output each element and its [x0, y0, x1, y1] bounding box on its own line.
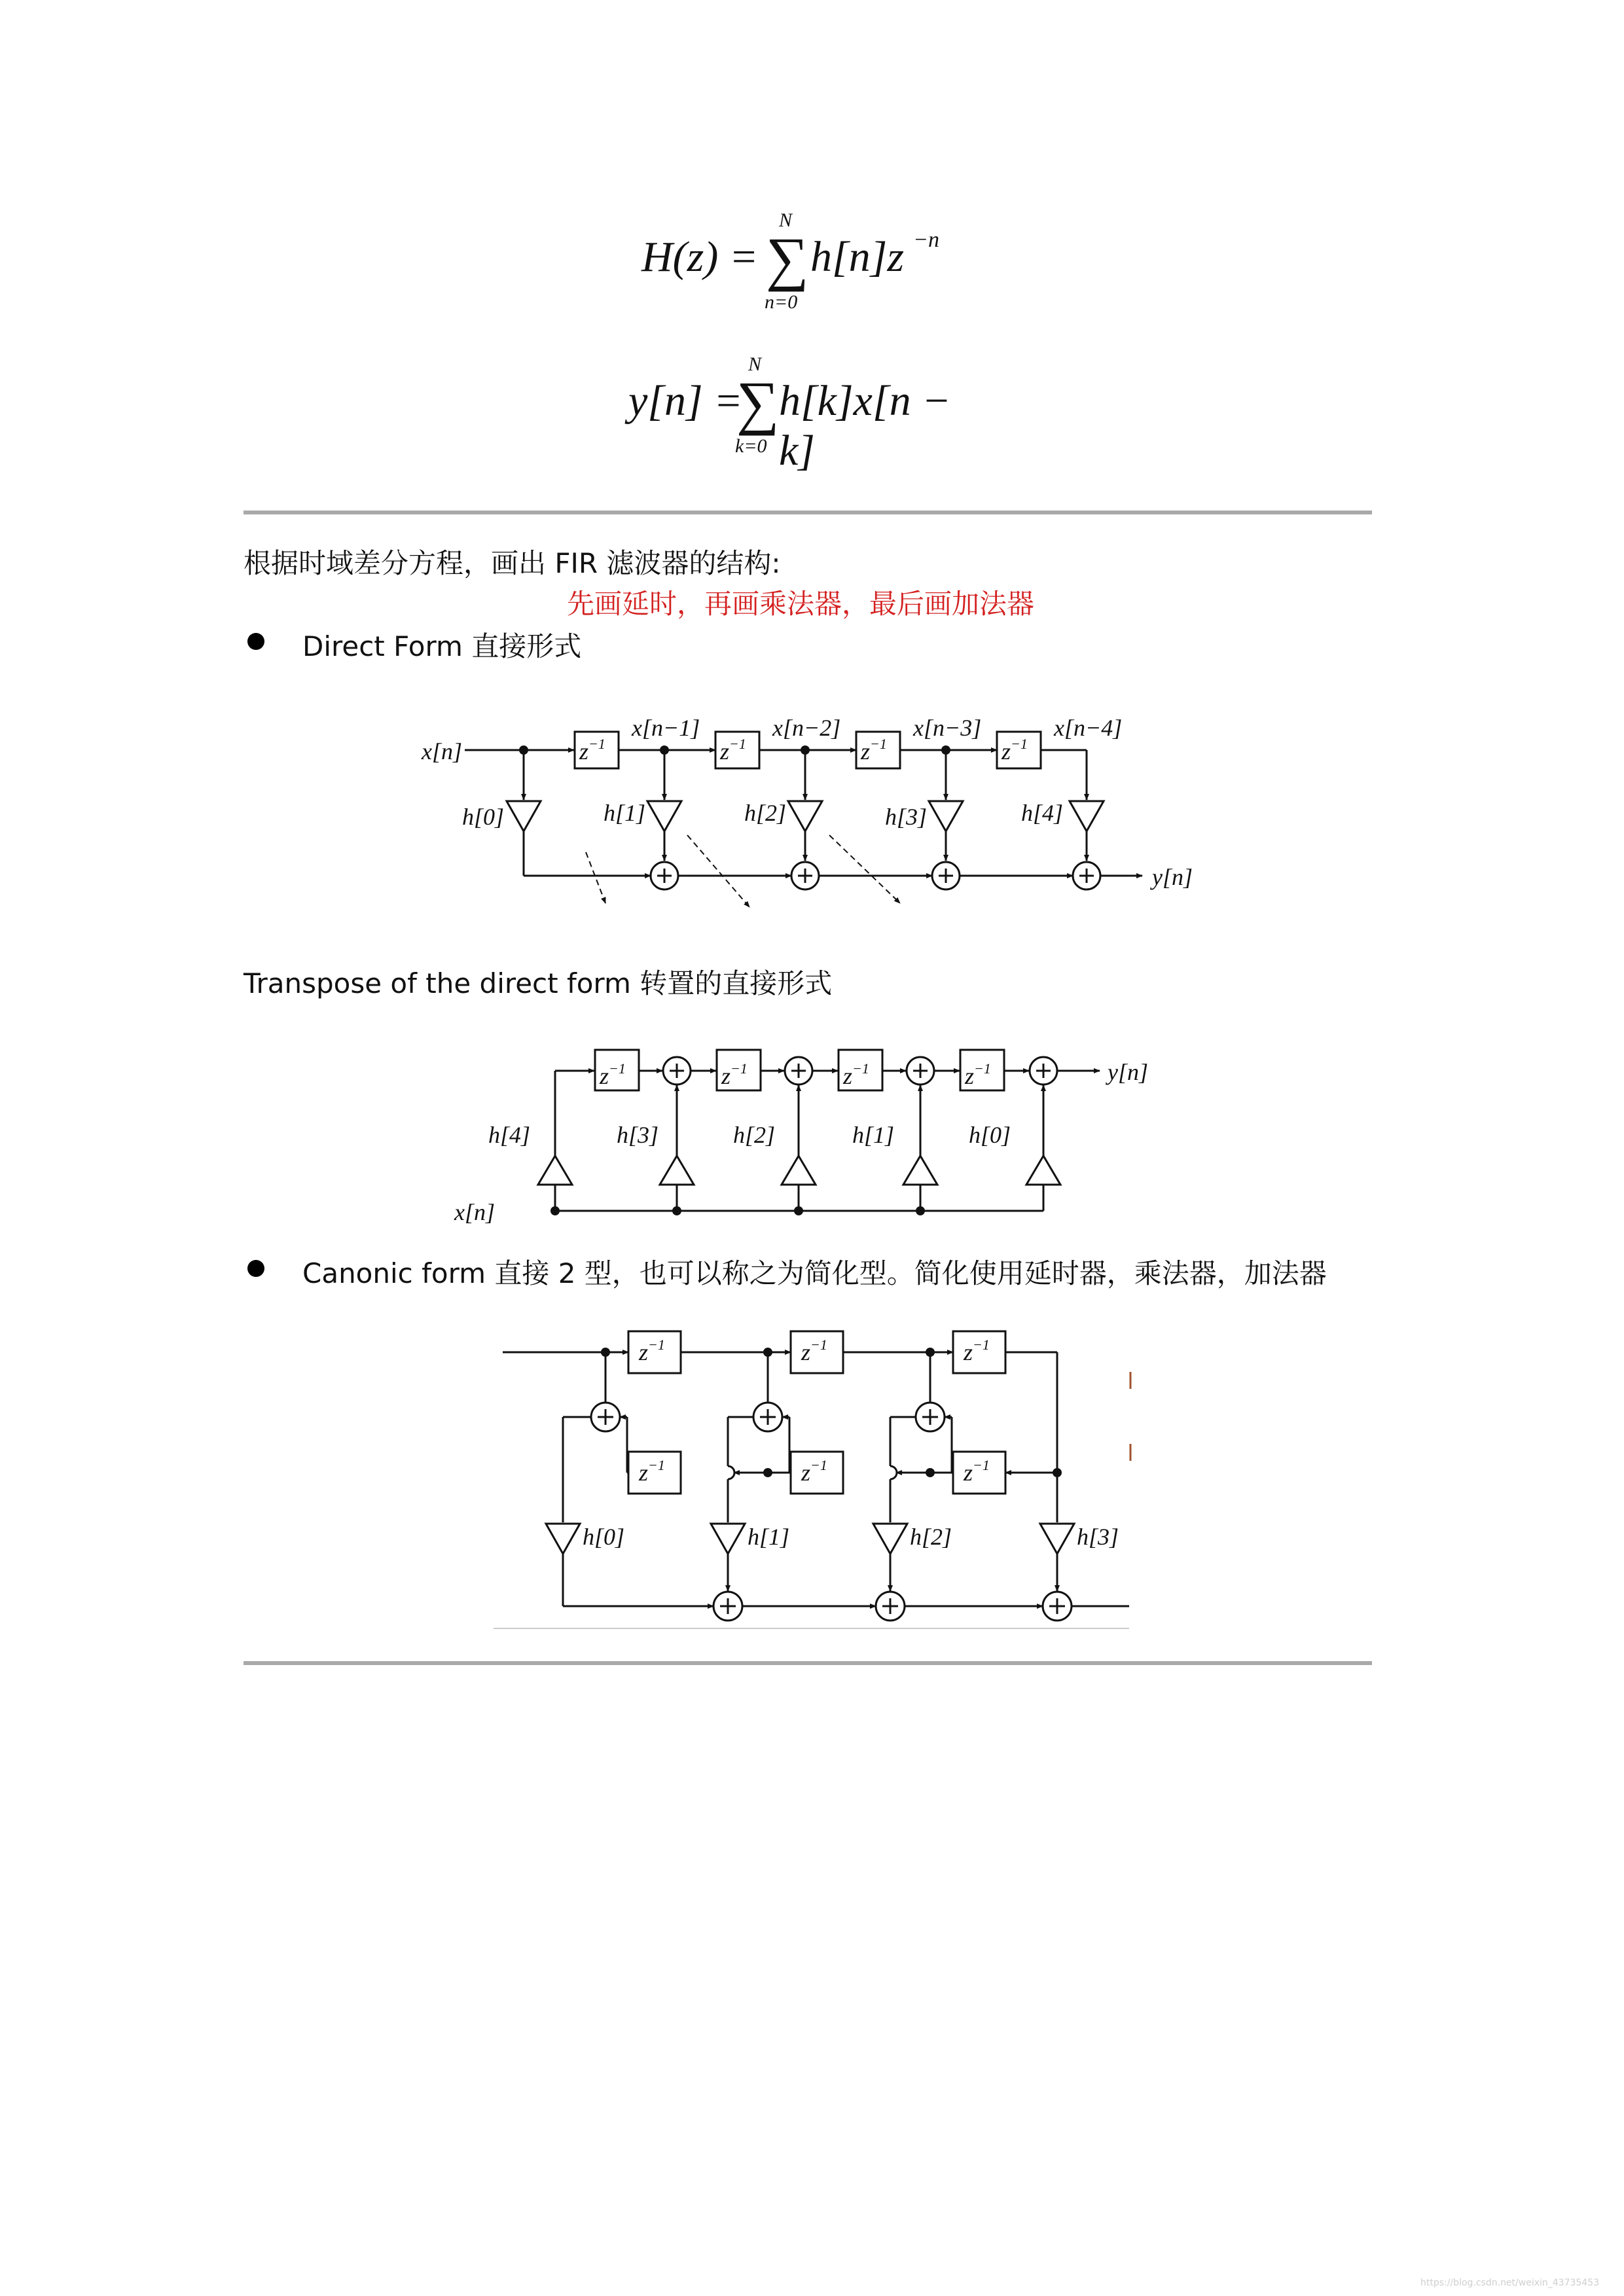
canonic-form-diagram [484, 1316, 1191, 1643]
eq1-upper: N [779, 209, 793, 231]
intro-text: 根据时域差分方程，画出 FIR 滤波器的结构: [244, 547, 781, 579]
eq2-body: h[k]x[n − k] [779, 377, 951, 475]
hint-text: 先画延时，再画乘法器，最后画加法器 [567, 588, 1035, 620]
d3-gain-2: h[2] [910, 1524, 952, 1550]
d2-delay-3: $z^{-1}$ [843, 1060, 869, 1089]
d1-gain-0: h[0] [462, 804, 505, 830]
d1-tap-2: x[n−2] [772, 715, 841, 741]
d1-tap-4: x[n−4] [1054, 715, 1123, 741]
d1-gain-2: h[2] [744, 800, 787, 826]
d1-delay-2: $z^{-1}$ [720, 736, 746, 764]
eq2-upper: N [748, 353, 762, 375]
eq1-body: h[n]z [810, 233, 905, 281]
d1-gain-4: h[4] [1021, 800, 1064, 826]
d1-tap-1: x[n−1] [632, 715, 700, 741]
section-direct-form: Direct Form 直接形式 [302, 630, 582, 662]
bullet-icon [247, 1260, 264, 1277]
d2-delay-4: $z^{-1}$ [965, 1060, 991, 1089]
watermark-text: https://blog.csdn.net/weixin_43735453 [1420, 2278, 1600, 2288]
d2-delay-2: $z^{-1}$ [721, 1060, 748, 1089]
d1-output-label: y[n] [1152, 864, 1193, 890]
d3-delay-2: $z^{-1}$ [801, 1336, 827, 1365]
eq2-lhs: y[n] = [628, 377, 743, 425]
d2-output-label: y[n] [1108, 1059, 1148, 1085]
eq2-lower: k=0 [735, 435, 767, 457]
d2-gain-4: h[4] [488, 1122, 531, 1148]
d1-delay-3: $z^{-1}$ [861, 736, 887, 764]
bullet-icon [247, 633, 264, 650]
section-transpose: Transpose of the direct form 转置的直接形式 [244, 967, 833, 999]
d2-delay-1: $z^{-1}$ [600, 1060, 626, 1089]
eq1-lhs: H(z) = [641, 233, 759, 281]
d3-gain-3: h[3] [1077, 1524, 1119, 1550]
d1-tap-3: x[n−3] [913, 715, 982, 741]
d2-input-label: x[n] [454, 1199, 495, 1225]
d1-delay-4: $z^{-1}$ [1001, 736, 1028, 764]
d2-gain-1: h[1] [852, 1122, 895, 1148]
d3-delay-1: $z^{-1}$ [639, 1336, 665, 1365]
eq1-sup: −n [913, 228, 939, 252]
transposed-form-diagram [452, 1034, 1165, 1230]
d3-delay-4: $z^{-1}$ [639, 1457, 665, 1486]
equation-transfer-function [641, 209, 943, 321]
d2-gain-2: h[2] [733, 1122, 776, 1148]
divider-bottom [244, 1661, 1372, 1665]
equation-difference [628, 353, 969, 475]
d3-delay-3: $z^{-1}$ [964, 1336, 990, 1365]
d1-input-label: x[n] [422, 738, 462, 764]
d1-delay-1: $z^{-1}$ [579, 736, 605, 764]
d3-gain-1: h[1] [748, 1524, 790, 1550]
d3-delay-6: $z^{-1}$ [964, 1457, 990, 1486]
d3-delay-5: $z^{-1}$ [801, 1457, 827, 1486]
d2-gain-3: h[3] [617, 1122, 659, 1148]
eq1-lower: n=0 [765, 291, 798, 313]
d1-gain-3: h[3] [885, 804, 928, 830]
d3-gain-0: h[0] [583, 1524, 625, 1550]
eq1-sum: ∑ [766, 225, 809, 292]
d2-gain-0: h[0] [969, 1122, 1011, 1148]
d1-gain-1: h[1] [604, 800, 646, 826]
divider-top [244, 511, 1372, 514]
eq2-sum: ∑ [736, 369, 780, 436]
direct-form-diagram [419, 707, 1224, 949]
section-canonic: Canonic form 直接 2 型，也可以称之为简化型。简化使用延时器，乘法器，加法器 [302, 1257, 1327, 1289]
